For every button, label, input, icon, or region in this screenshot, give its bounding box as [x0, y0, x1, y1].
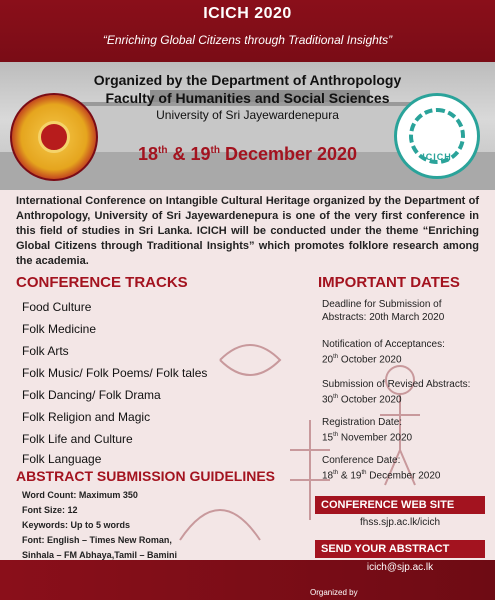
track-item: Folk Religion and Magic [22, 410, 151, 424]
date-suffix: th [333, 470, 339, 476]
website-label: CONFERENCE WEB SITE [315, 496, 485, 514]
intro-paragraph: International Conference on Intangible Cultural Heritage organized by the Department of Anthropology, University of Sri Jayewardenepura is one of the very first conference in this field of studies in Sri Lanka. ICICH will be conducted under the theme “Enriching Global Citizens through Traditional Insights” which promotes folklore research among the academia. [16, 195, 479, 267]
date-label: Conference Date: [322, 455, 401, 466]
date-label: Submission of Revised Abstracts: [322, 379, 471, 390]
date-value [322, 467, 487, 482]
date-suffix: th [333, 354, 339, 360]
event-month-year: December 2020 [219, 144, 358, 164]
send-email-link[interactable]: icich@sjp.ac.lk [366, 562, 434, 573]
track-item: Folk Arts [22, 344, 69, 358]
date-label: Registration Date: [322, 417, 403, 428]
header-band [0, 0, 495, 62]
fish-shape [220, 345, 280, 375]
date-conference-block [322, 454, 487, 482]
date-value [322, 391, 487, 406]
guideline-item: Font Size: 12 [22, 505, 78, 515]
date-day: 15 [322, 432, 334, 444]
website-link[interactable]: fhss.sjp.ac.lk/icich [359, 517, 441, 528]
event-day-1-suffix: th [157, 145, 168, 156]
date-value [322, 351, 487, 366]
guideline-item: Sinhala – FM Abhaya,Tamil – Bamini [22, 550, 178, 560]
icich-logo [394, 93, 480, 179]
university-seal-logo [10, 93, 98, 181]
date-day: 20 [322, 354, 334, 366]
guideline-item: Word Count: Maximum 350 [22, 490, 138, 500]
date-value: Abstracts: 20th March 2020 [322, 312, 445, 323]
date-suffix: th [361, 470, 367, 476]
conference-title: ICICH 2020 [203, 5, 292, 22]
organizer-line-1: Organized by the Department of Anthropology [93, 72, 402, 88]
track-item: Folk Dancing/ Folk Drama [22, 388, 161, 402]
track-item: Folk Language [22, 452, 102, 466]
arc-shape [180, 510, 260, 540]
event-day-2-suffix: th [210, 145, 220, 156]
date-rest: December 2020 [366, 470, 441, 482]
date-registration-block [322, 416, 487, 444]
date-day: 30 [322, 394, 334, 406]
guidelines-heading: ABSTRACT SUBMISSION GUIDELINES [16, 468, 276, 484]
seal-center-icon [38, 121, 70, 153]
guideline-item: Font: English – Times New Roman, [22, 535, 172, 545]
date-rest: October 2020 [338, 394, 402, 406]
track-item: Food Culture [22, 300, 92, 314]
tracks-heading: CONFERENCE TRACKS [16, 274, 188, 291]
footer-organized-by: Organized by [310, 588, 358, 597]
important-dates-heading: IMPORTANT DATES [318, 274, 460, 291]
date-submission-block [322, 298, 487, 324]
date-revised-block [322, 378, 487, 406]
organizer-line-2: Faculty of Humanities and Social Sciences [105, 90, 390, 106]
icich-logo-text: ICICH [422, 152, 452, 162]
date-day: 18 [322, 470, 334, 482]
guideline-item: Keywords: Up to 5 words [22, 520, 131, 530]
date-rest: November 2020 [338, 432, 413, 444]
date-suffix: th [333, 394, 339, 400]
event-day-2: 19 [190, 144, 211, 164]
send-abstract-label: SEND YOUR ABSTRACT [315, 540, 485, 558]
event-and: & [167, 144, 191, 164]
date-rest: October 2020 [338, 354, 402, 366]
date-label: Notification of Acceptances: [322, 339, 445, 350]
date-label: Deadline for Submission of [322, 299, 442, 310]
date-value [322, 429, 487, 444]
conference-tagline: “Enriching Global Citizens through Traditional Insights” [102, 33, 393, 47]
date-suffix: th [333, 432, 339, 438]
date-and: & [338, 470, 351, 482]
organizer-line-3: University of Sri Jayewardenepura [156, 108, 339, 122]
event-day-1: 18 [137, 144, 158, 164]
track-item: Folk Life and Culture [22, 432, 133, 446]
track-item: Folk Medicine [22, 322, 97, 336]
track-item: Folk Music/ Folk Poems/ Folk tales [22, 366, 208, 380]
date-notification-block [322, 338, 487, 366]
date-day: 19 [350, 470, 362, 482]
